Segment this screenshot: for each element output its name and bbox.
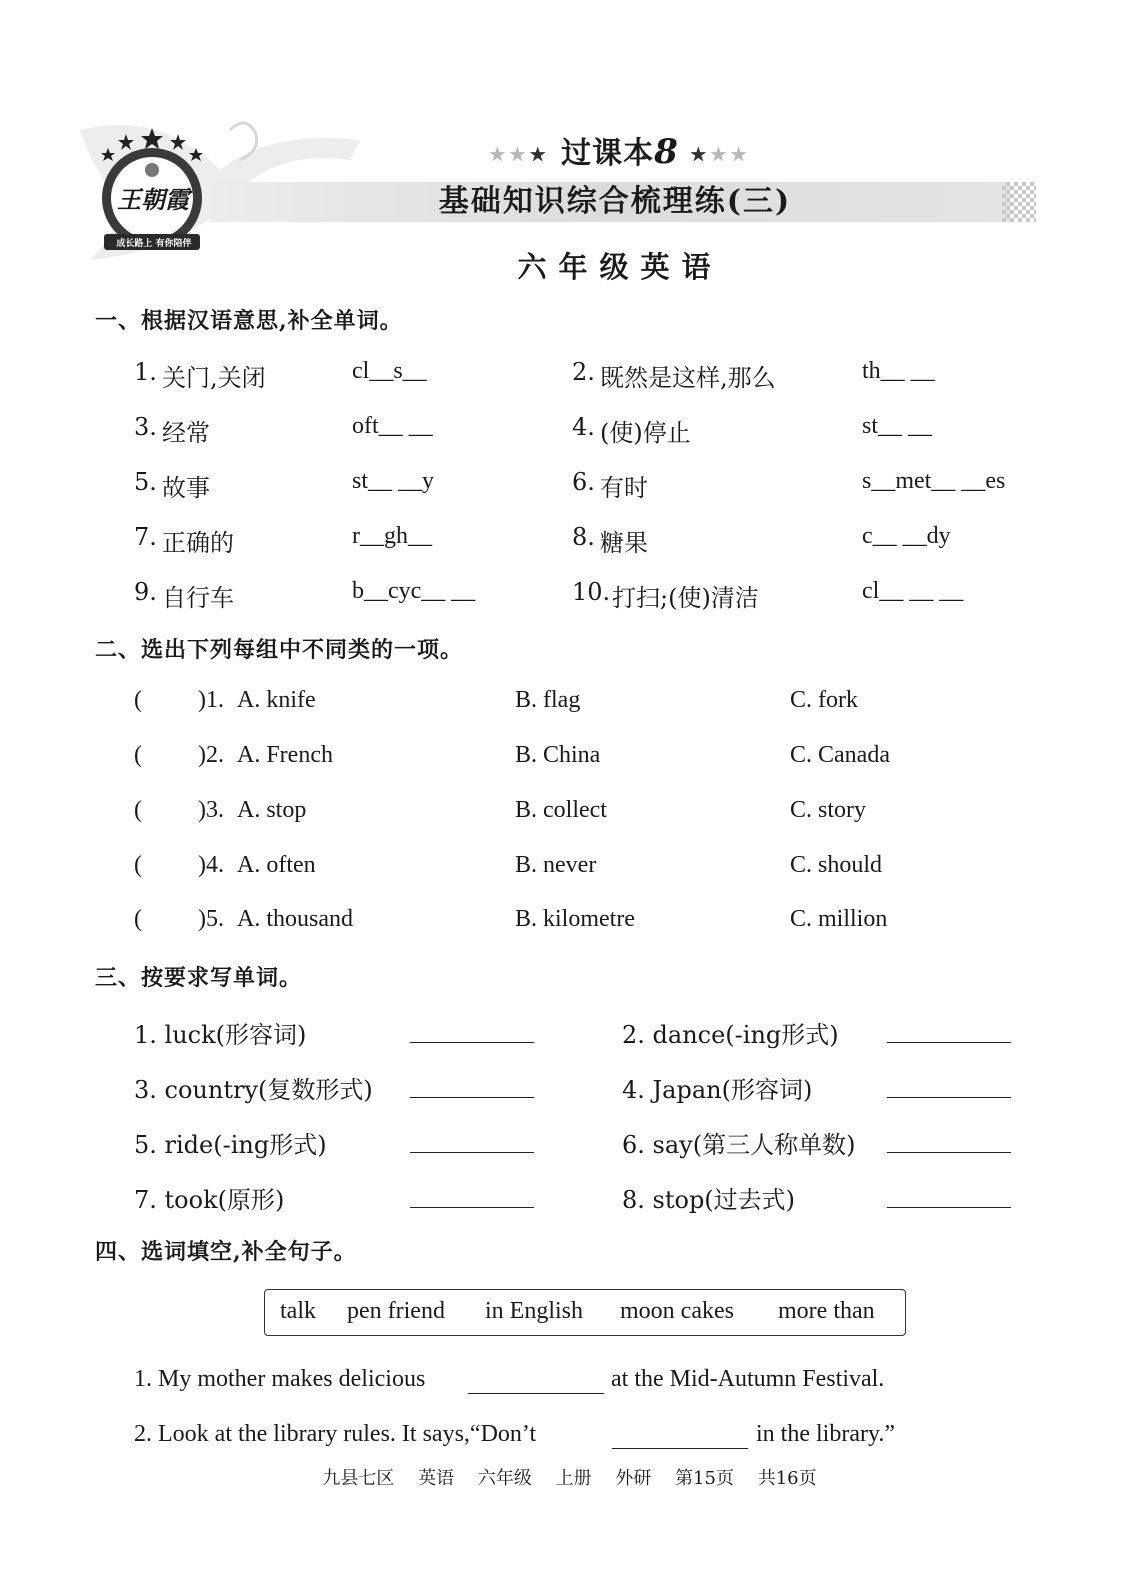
item-chinese: 自行车 <box>162 584 234 612</box>
star-icon: ★★ <box>489 144 530 166</box>
prompt-text: 1. luck(形容词) <box>134 1021 307 1049</box>
option-c: C. million <box>790 906 888 932</box>
word-bank-item: more than <box>778 1298 875 1324</box>
item-word[interactable]: c__ __dy <box>862 523 951 549</box>
footer-subject: 英语 <box>418 1468 455 1489</box>
footer-page-total: 共16页 <box>757 1468 817 1489</box>
item-word[interactable]: st__ __y <box>352 468 435 494</box>
option-c: C. Canada <box>790 742 890 768</box>
answer-blank[interactable] <box>887 1097 1011 1098</box>
option-a: A. often <box>237 852 316 878</box>
option-b: B. China <box>515 742 601 768</box>
star-icon: ★ <box>529 144 550 166</box>
item-word[interactable]: cl__ __ __ <box>862 578 964 604</box>
answer-blank[interactable] <box>468 1393 604 1394</box>
answer-blank[interactable] <box>612 1448 748 1449</box>
option-c: C. should <box>790 852 883 878</box>
section-heading: 一、根据汉语意思,补全单词。 <box>95 308 403 334</box>
item-chinese: 糖果 <box>600 529 648 557</box>
page-subtitle: 六年级英语 <box>517 250 723 284</box>
answer-paren[interactable]: ( <box>134 742 142 768</box>
sentence-text: in the library.” <box>756 1421 896 1447</box>
series-label <box>440 128 800 172</box>
prompt-text: 3. country(复数形式) <box>134 1076 373 1104</box>
footer-grade: 六年级 <box>477 1468 532 1489</box>
answer-blank[interactable] <box>410 1152 534 1153</box>
option-a: A. knife <box>237 687 316 713</box>
item-number: )5. <box>198 906 224 932</box>
answer-blank[interactable] <box>410 1042 534 1043</box>
item-chinese: 故事 <box>162 474 210 502</box>
item-word[interactable]: cl__s__ <box>352 358 427 384</box>
section-heading: 四、选词填空,补全句子。 <box>95 1239 357 1265</box>
item-chinese: 既然是这样,那么 <box>600 364 776 392</box>
word-bank-item: in English <box>485 1298 584 1324</box>
item-chinese: 有时 <box>600 474 648 502</box>
footer-volume: 上册 <box>555 1468 592 1489</box>
ribbon-checker-pattern <box>1002 182 1036 222</box>
answer-paren[interactable]: ( <box>134 687 142 713</box>
star-icon: ★ <box>690 144 711 166</box>
option-b: B. never <box>515 852 597 878</box>
item-chinese: 经常 <box>162 419 210 447</box>
item-number: )4. <box>198 852 224 878</box>
item-number: 10. <box>572 578 611 606</box>
item-word[interactable]: oft__ __ <box>352 413 433 439</box>
answer-blank[interactable] <box>887 1207 1011 1208</box>
series-text: 过课本 <box>561 136 655 171</box>
item-chinese: (使)停止 <box>600 419 691 447</box>
item-word[interactable]: st__ __ <box>862 413 933 439</box>
item-number: 5. <box>134 468 157 496</box>
prompt-text: 6. say(第三人称单数) <box>622 1131 856 1159</box>
sentence-text: 2. Look at the library rules. It says,“Don’t <box>134 1421 537 1447</box>
sentence-text: at the Mid-Autumn Festival. <box>611 1366 885 1392</box>
answer-paren[interactable]: ( <box>134 852 142 878</box>
word-bank-item: pen friend <box>347 1298 445 1324</box>
answer-blank[interactable] <box>410 1097 534 1098</box>
item-chinese: 正确的 <box>162 529 234 557</box>
section-heading: 三、按要求写单词。 <box>95 965 303 991</box>
item-number: )3. <box>198 797 224 823</box>
option-a: A. French <box>237 742 333 768</box>
answer-blank[interactable] <box>410 1207 534 1208</box>
sentence-text: 1. My mother makes delicious <box>134 1366 426 1392</box>
word-bank-item: moon cakes <box>620 1298 734 1324</box>
item-number: 7. <box>134 523 157 551</box>
answer-paren[interactable]: ( <box>134 797 142 823</box>
option-a: A. stop <box>237 797 307 823</box>
item-number: 3. <box>134 413 157 441</box>
word-bank-item: talk <box>280 1298 316 1324</box>
prompt-text: 8. stop(过去式) <box>622 1186 796 1214</box>
answer-blank[interactable] <box>887 1042 1011 1043</box>
item-number: 6. <box>572 468 595 496</box>
option-b: B. flag <box>515 687 581 713</box>
prompt-text: 7. took(原形) <box>134 1186 285 1214</box>
prompt-text: 2. dance(-ing形式) <box>622 1021 839 1049</box>
page-title: 基础知识综合梳理练(三) <box>438 184 792 219</box>
item-number: 2. <box>572 358 595 386</box>
option-b: B. kilometre <box>515 906 635 932</box>
star-icon: ★★ <box>710 144 751 166</box>
option-c: C. story <box>790 797 867 823</box>
item-number: 8. <box>572 523 595 551</box>
section-heading: 二、选出下列每组中不同类的一项。 <box>95 637 464 663</box>
prompt-text: 5. ride(-ing形式) <box>134 1131 327 1159</box>
item-word[interactable]: s__met__ __es <box>862 468 1006 494</box>
logo-motto: 成长路上 有你陪伴 <box>116 239 192 249</box>
footer-page-number: 第15页 <box>675 1468 734 1489</box>
item-word[interactable]: r__gh__ <box>352 523 432 549</box>
item-chinese: 打扫;(使)清洁 <box>612 584 759 612</box>
series-number: 8 <box>654 132 679 172</box>
option-c: C. fork <box>790 687 858 713</box>
page-footer <box>0 1464 1139 1490</box>
option-b: B. collect <box>515 797 607 823</box>
word-bank <box>264 1289 906 1336</box>
item-number: 4. <box>572 413 595 441</box>
item-word[interactable]: th__ __ <box>862 358 935 384</box>
logo-text: 王朝霞 <box>117 185 189 214</box>
item-number: 1. <box>134 358 157 386</box>
footer-region: 九县七区 <box>322 1468 395 1489</box>
item-number: )2. <box>198 742 224 768</box>
option-a: A. thousand <box>237 906 353 932</box>
answer-paren[interactable]: ( <box>134 906 142 932</box>
item-chinese: 关门,关闭 <box>162 364 266 392</box>
item-number: )1. <box>198 687 224 713</box>
item-number: 9. <box>134 578 157 606</box>
answer-blank[interactable] <box>887 1152 1011 1153</box>
footer-edition: 外研 <box>615 1468 652 1489</box>
item-word[interactable]: b__cyc__ __ <box>352 578 476 604</box>
prompt-text: 4. Japan(形容词) <box>622 1076 813 1104</box>
